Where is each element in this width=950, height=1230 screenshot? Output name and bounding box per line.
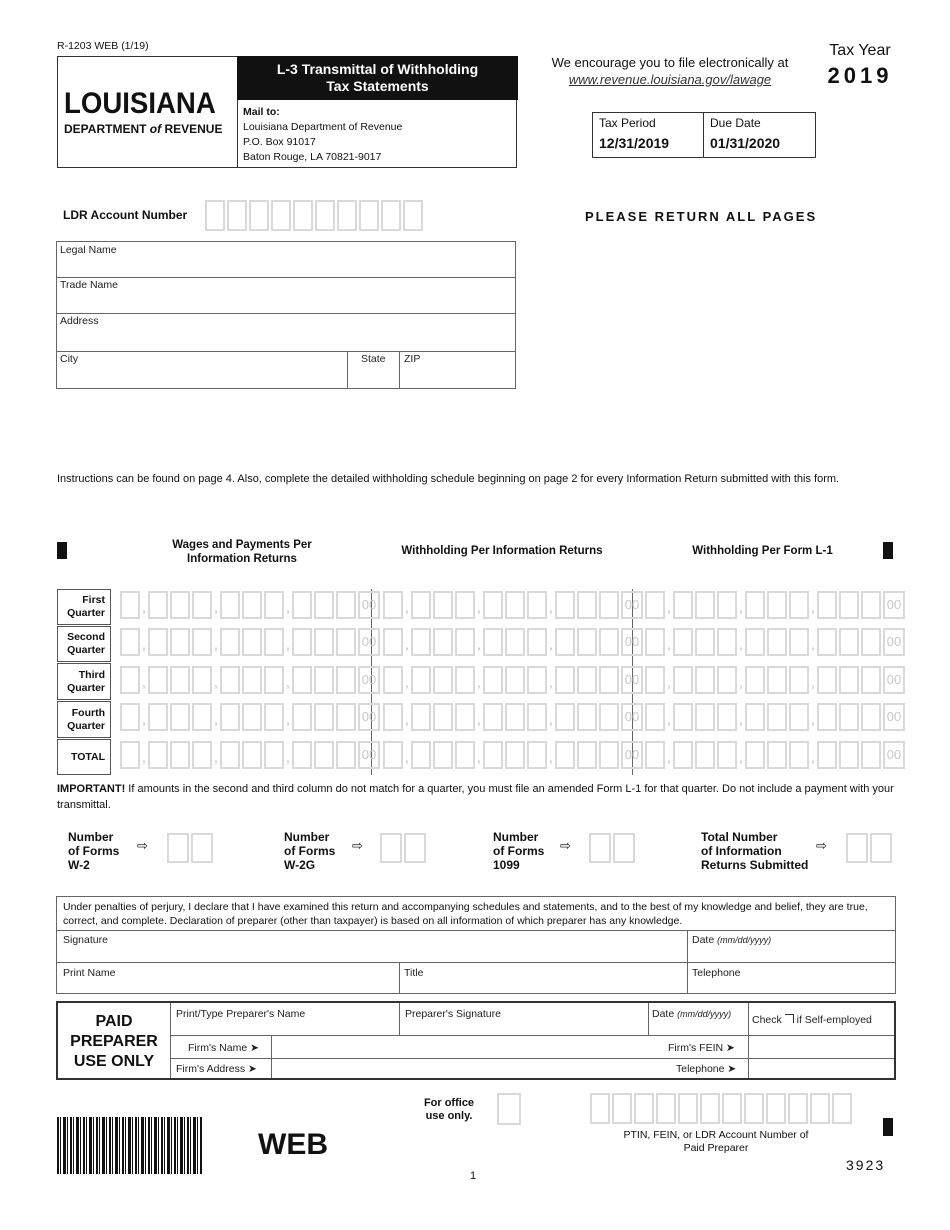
- amount-input-withholding-l1-total[interactable]: , , , 00: [645, 741, 905, 773]
- signature-field[interactable]: Signature: [63, 934, 108, 946]
- ldr-account-label: LDR Account Number: [63, 208, 188, 222]
- registration-mark-right: [883, 542, 893, 559]
- amount-input-withholding-l1-first[interactable]: , , , 00: [645, 591, 905, 623]
- web-label: WEB: [258, 1128, 328, 1161]
- instructions: Instructions can be found on page 4. Also, complete the detailed withholding schedule beginning on page 2 for every Information Return submitted with this form.: [57, 473, 840, 485]
- preparer-telephone-label: Telephone ➤: [676, 1063, 737, 1075]
- tax-year-label: Tax Year: [829, 42, 891, 59]
- form-title-line1: L-3 Transmittal of Withholding: [276, 61, 479, 77]
- ldr-account-input[interactable]: [205, 200, 423, 231]
- mail-address: [243, 105, 402, 165]
- form-title: [237, 56, 518, 100]
- registration-mark-left: [57, 542, 67, 559]
- col-withholding-l1-header: Withholding Per Form L-1: [692, 545, 833, 557]
- taxpayer-info: [56, 241, 516, 389]
- arrow-icon: ⇨: [816, 838, 827, 853]
- col-wages-header: Wages and Payments Per Information Returns: [172, 539, 312, 565]
- header-box: [57, 56, 517, 168]
- legal-name-field[interactable]: Legal Name: [60, 244, 117, 256]
- amount-input-wages-third[interactable]: , , , 00: [120, 666, 380, 698]
- amount-input-withholding-returns-total[interactable]: , , , 00: [383, 741, 643, 773]
- paid-preparer-section: [56, 1001, 896, 1080]
- firm-fein-label: Firm's FEIN ➤: [668, 1042, 735, 1054]
- registration-mark-bottom: [883, 1118, 893, 1136]
- paid-preparer-label: PAID PREPARER USE ONLY: [70, 1013, 158, 1070]
- arrow-icon: ⇨: [352, 838, 363, 853]
- count-w2-input[interactable]: [167, 833, 189, 863]
- logo-subtitle: DEPARTMENT of REVENUE: [64, 122, 223, 136]
- logo-title: LOUISIANA: [64, 87, 216, 120]
- efile-link[interactable]: www.revenue.louisiana.gov/lawage: [568, 72, 772, 87]
- mail-line3: Baton Rouge, LA 70821-9017: [243, 151, 382, 163]
- tax-period-label: Tax Period: [599, 116, 656, 130]
- amount-input-withholding-returns-fourth[interactable]: , , , 00: [383, 703, 643, 735]
- count-total-label: Total Number of Information Returns Submitted: [701, 830, 809, 872]
- count-1099-label: Number of Forms 1099: [493, 830, 545, 872]
- amount-input-wages-second[interactable]: , , , 00: [120, 628, 380, 660]
- date-field[interactable]: Date (mm/dd/yyyy): [692, 934, 772, 946]
- return-notice: PLEASE RETURN ALL PAGES: [585, 209, 818, 224]
- efile-text: We encourage you to file electronically at: [551, 55, 789, 70]
- amount-input-wages-first[interactable]: , , , 00: [120, 591, 380, 623]
- quarter-label-first: First Quarter: [57, 589, 111, 625]
- preparer-date-field[interactable]: Date (mm/dd/yyyy): [652, 1008, 732, 1020]
- perjury-statement: Under penalties of perjury, I declare that I have examined this return and accompanying schedules and statements, and to the best of my knowledge and belief, they are true, correct, and complete. Declaration of preparer (other than taxpayer) is based on all information of which preparer has any knowledge.: [63, 901, 868, 927]
- amount-input-withholding-returns-second[interactable]: , , , 00: [383, 628, 643, 660]
- count-w2g-input[interactable]: [380, 833, 402, 863]
- tax-year-value: 2019: [827, 63, 893, 88]
- amount-input-withholding-l1-third[interactable]: , , , 00: [645, 666, 905, 698]
- mail-line1: Louisiana Department of Revenue: [243, 121, 403, 133]
- title-field[interactable]: Title: [404, 967, 424, 979]
- mail-label: Mail to:: [243, 106, 280, 118]
- ptin-label: PTIN, FEIN, or LDR Account Number of Paid Preparer: [623, 1129, 809, 1154]
- amount-input-withholding-l1-fourth[interactable]: , , , 00: [645, 703, 905, 735]
- print-name-field[interactable]: Print Name: [63, 967, 116, 979]
- trade-name-field[interactable]: Trade Name: [60, 279, 118, 291]
- amount-input-withholding-l1-second[interactable]: , , , 00: [645, 628, 905, 660]
- count-total-input[interactable]: [870, 833, 892, 863]
- firm-name-label: Firm's Name ➤: [188, 1042, 259, 1054]
- preparer-name-field[interactable]: Print/Type Preparer's Name: [176, 1008, 306, 1020]
- form-title-line2: Tax Statements: [326, 78, 429, 94]
- count-1099-input[interactable]: [589, 833, 611, 863]
- col-withholding-returns-header: Withholding Per Information Returns: [401, 545, 603, 557]
- zip-field[interactable]: ZIP: [404, 353, 421, 365]
- signature-section: [56, 896, 896, 994]
- due-date-label: Due Date: [710, 116, 761, 130]
- count-w2-input[interactable]: [191, 833, 213, 863]
- preparer-signature-field[interactable]: Preparer's Signature: [405, 1008, 501, 1020]
- count-w2g-input[interactable]: [404, 833, 426, 863]
- page-number: 1: [470, 1170, 477, 1182]
- count-1099-input[interactable]: [613, 833, 635, 863]
- self-employed-checkbox[interactable]: Check if Self-employed: [752, 1014, 872, 1026]
- amount-input-wages-total[interactable]: , , , 00: [120, 741, 380, 773]
- tax-period-value: 12/31/2019: [599, 135, 670, 151]
- office-use-box[interactable]: [497, 1093, 521, 1125]
- efile-notice: [525, 54, 815, 88]
- due-date-value: 01/31/2020: [710, 135, 781, 151]
- arrow-icon: ⇨: [137, 838, 148, 853]
- quarter-label-fourth: Fourth Quarter: [57, 701, 111, 738]
- quarter-label-second: Second Quarter: [57, 626, 111, 662]
- arrow-icon: ⇨: [560, 838, 571, 853]
- firm-address-label: Firm's Address ➤: [176, 1063, 257, 1075]
- quarter-label-third: Third Quarter: [57, 663, 111, 700]
- form-code: 3923: [846, 1157, 886, 1173]
- period-box: [592, 112, 816, 158]
- checkbox-icon[interactable]: [785, 1014, 794, 1023]
- amount-input-withholding-returns-third[interactable]: , , , 00: [383, 666, 643, 698]
- telephone-field[interactable]: Telephone: [692, 967, 741, 979]
- amount-input-wages-fourth[interactable]: , , , 00: [120, 703, 380, 735]
- city-field[interactable]: City: [60, 353, 79, 365]
- barcode: [57, 1117, 203, 1174]
- count-w2-label: Number of Forms W-2: [68, 830, 120, 872]
- count-total-input[interactable]: [846, 833, 868, 863]
- state-field[interactable]: State: [361, 353, 386, 365]
- quarter-label-total: TOTAL: [57, 739, 111, 775]
- header-divider: [237, 100, 238, 168]
- important-notice: IMPORTANT! If amounts in the second and third column do not match for a quarter, you must file an amended Form L-1 for that quarter. Do not include a payment with your transmittal.: [57, 783, 894, 811]
- mail-line2: P.O. Box 91017: [243, 136, 316, 148]
- address-field[interactable]: Address: [60, 315, 99, 327]
- office-use-label: For office use only.: [423, 1097, 475, 1122]
- amount-input-withholding-returns-first[interactable]: , , , 00: [383, 591, 643, 623]
- form-id: R-1203 WEB (1/19): [57, 40, 149, 52]
- ptin-input[interactable]: [590, 1093, 852, 1124]
- count-w2g-label: Number of Forms W-2G: [284, 830, 336, 872]
